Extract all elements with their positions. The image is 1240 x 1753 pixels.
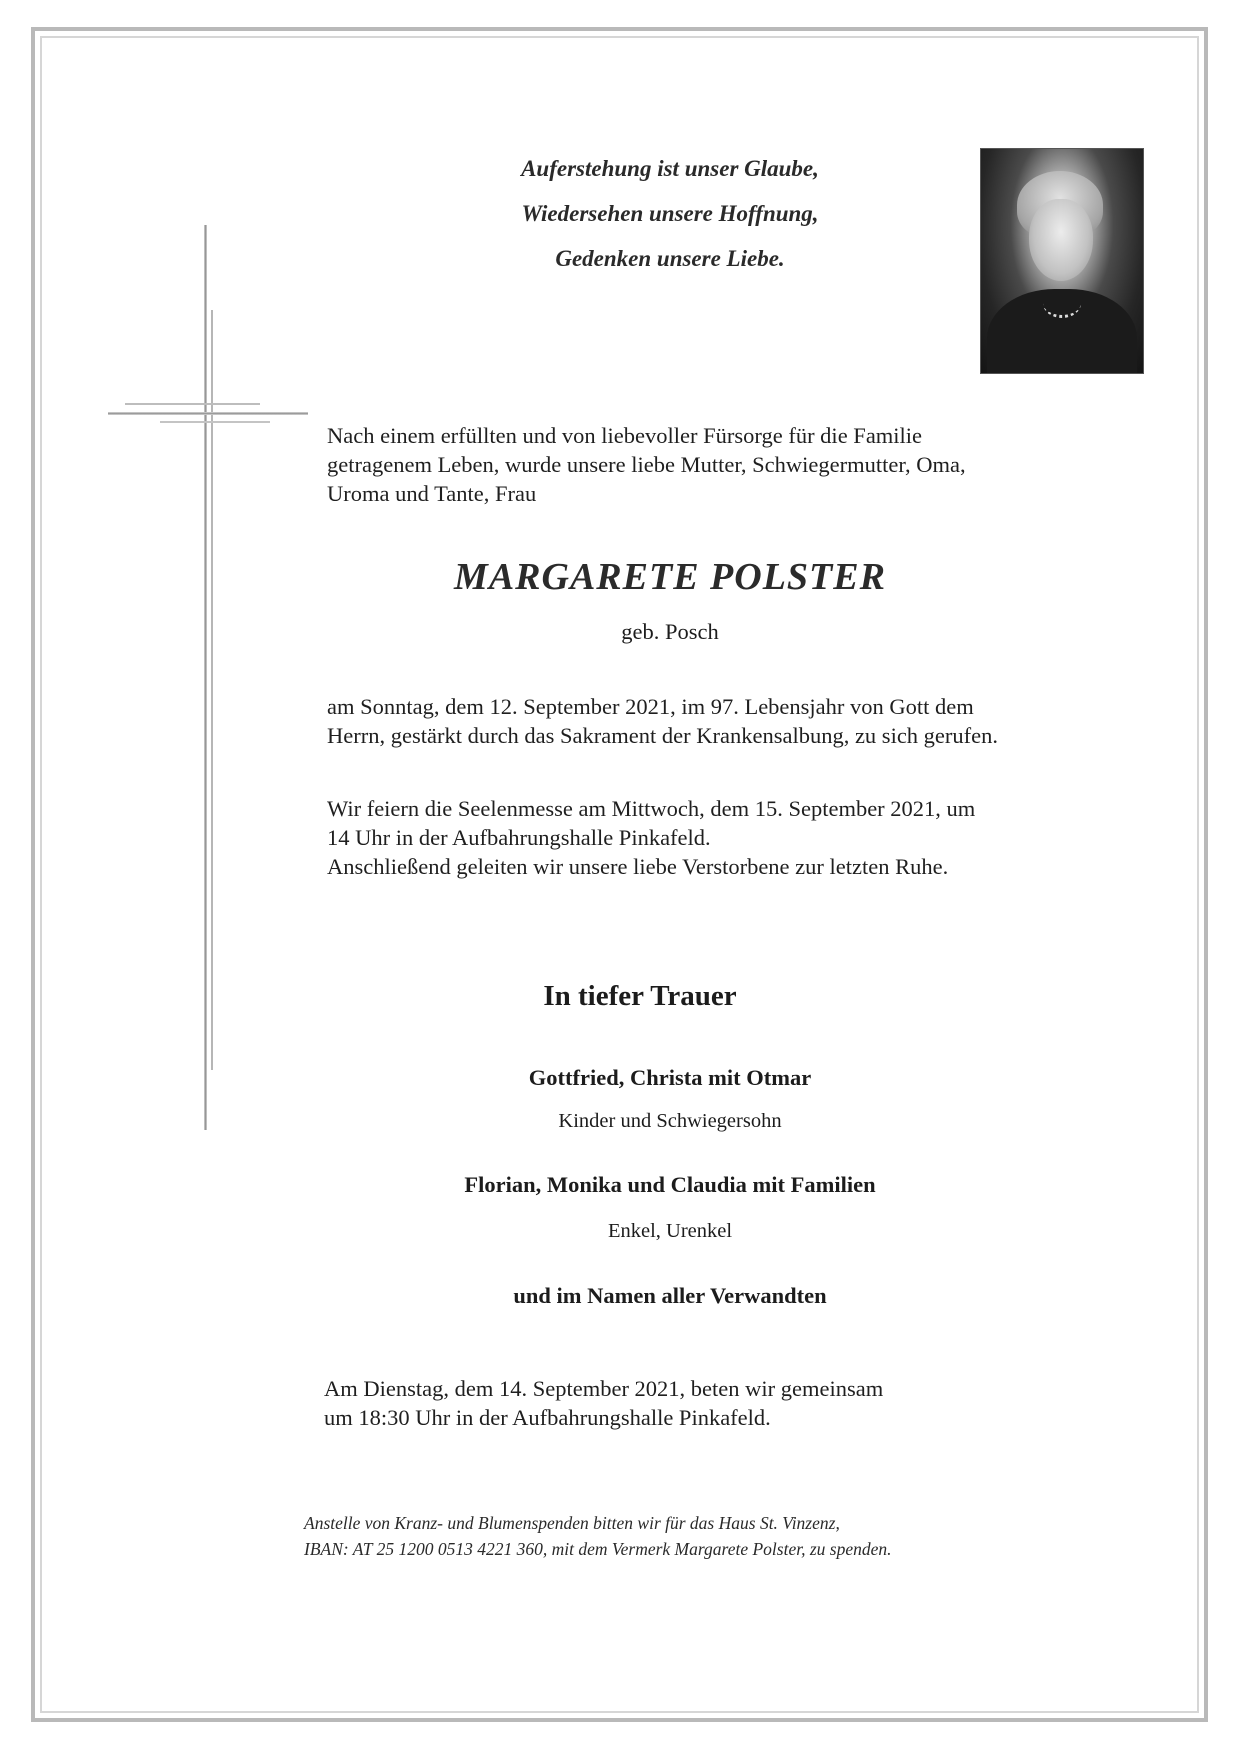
- donation-line: IBAN: AT 25 1200 0513 4221 360, mit dem Vermerk Margarete Polster, zu spenden.: [304, 1539, 892, 1559]
- cross-vertical-beam: [204, 225, 207, 1130]
- birth-name: geb. Posch: [621, 619, 719, 644]
- intro-paragraph: [327, 421, 1087, 508]
- cross-horizontal-upper-line: [125, 403, 260, 405]
- cross-vertical-shadow: [211, 310, 213, 1070]
- mourning-heading: In tiefer Trauer: [543, 980, 737, 1012]
- donation-note: [304, 1510, 1064, 1562]
- portrait-face: [1029, 199, 1093, 281]
- prayer-line: um 18:30 Uhr in der Aufbahrungshalle Pinkafeld.: [324, 1405, 771, 1430]
- intro-line: Nach einem erfüllten und von liebevoller Fürsorge für die Familie: [327, 423, 923, 448]
- death-paragraph: [327, 692, 1087, 750]
- intro-line: getragenem Leben, wurde unsere liebe Mutter, Schwiegermutter, Oma,: [327, 452, 966, 477]
- verse-line: Gedenken unsere Liebe.: [555, 246, 785, 271]
- death-line: Herrn, gestärkt durch das Sakrament der Krankensalbung, zu sich gerufen.: [327, 723, 999, 748]
- cross-horizontal-lower-line: [160, 421, 270, 423]
- mourners-relatives: und im Namen aller Verwandten: [513, 1283, 827, 1308]
- service-paragraph: [327, 794, 1087, 881]
- portrait-necklace: [1043, 289, 1081, 318]
- mourners-children: Gottfried, Christa mit Otmar: [528, 1065, 812, 1090]
- intro-line: Uroma und Tante, Frau: [327, 481, 537, 506]
- death-line: am Sonntag, dem 12. September 2021, im 97. Lebensjahr von Gott dem: [327, 694, 974, 719]
- mourners-grandchildren-relation: Enkel, Urenkel: [607, 1220, 733, 1242]
- donation-line: Anstelle von Kranz- und Blumenspenden bitten wir für das Haus St. Vinzenz,: [304, 1513, 840, 1533]
- mourners-children-relation: Kinder und Schwiegersohn: [558, 1110, 782, 1132]
- portrait-photo: [980, 148, 1144, 374]
- prayer-line: Am Dienstag, dem 14. September 2021, beten wir gemeinsam: [324, 1376, 884, 1401]
- service-line: Anschließend geleiten wir unsere liebe Verstorbene zur letzten Ruhe.: [327, 854, 949, 879]
- service-line: Wir feiern die Seelenmesse am Mittwoch, dem 15. September 2021, um: [327, 796, 976, 821]
- mourners-grandchildren: Florian, Monika und Claudia mit Familien: [464, 1172, 876, 1197]
- bible-verse: [420, 146, 920, 281]
- verse-line: Wiedersehen unsere Hoffnung,: [521, 201, 819, 226]
- deceased-name: MARGARETE POLSTER: [454, 556, 886, 598]
- cross-horizontal-beam: [108, 412, 308, 415]
- verse-line: Auferstehung ist unser Glaube,: [521, 156, 819, 181]
- service-line: 14 Uhr in der Aufbahrungshalle Pinkafeld.: [327, 825, 711, 850]
- prayer-paragraph: [324, 1374, 1084, 1432]
